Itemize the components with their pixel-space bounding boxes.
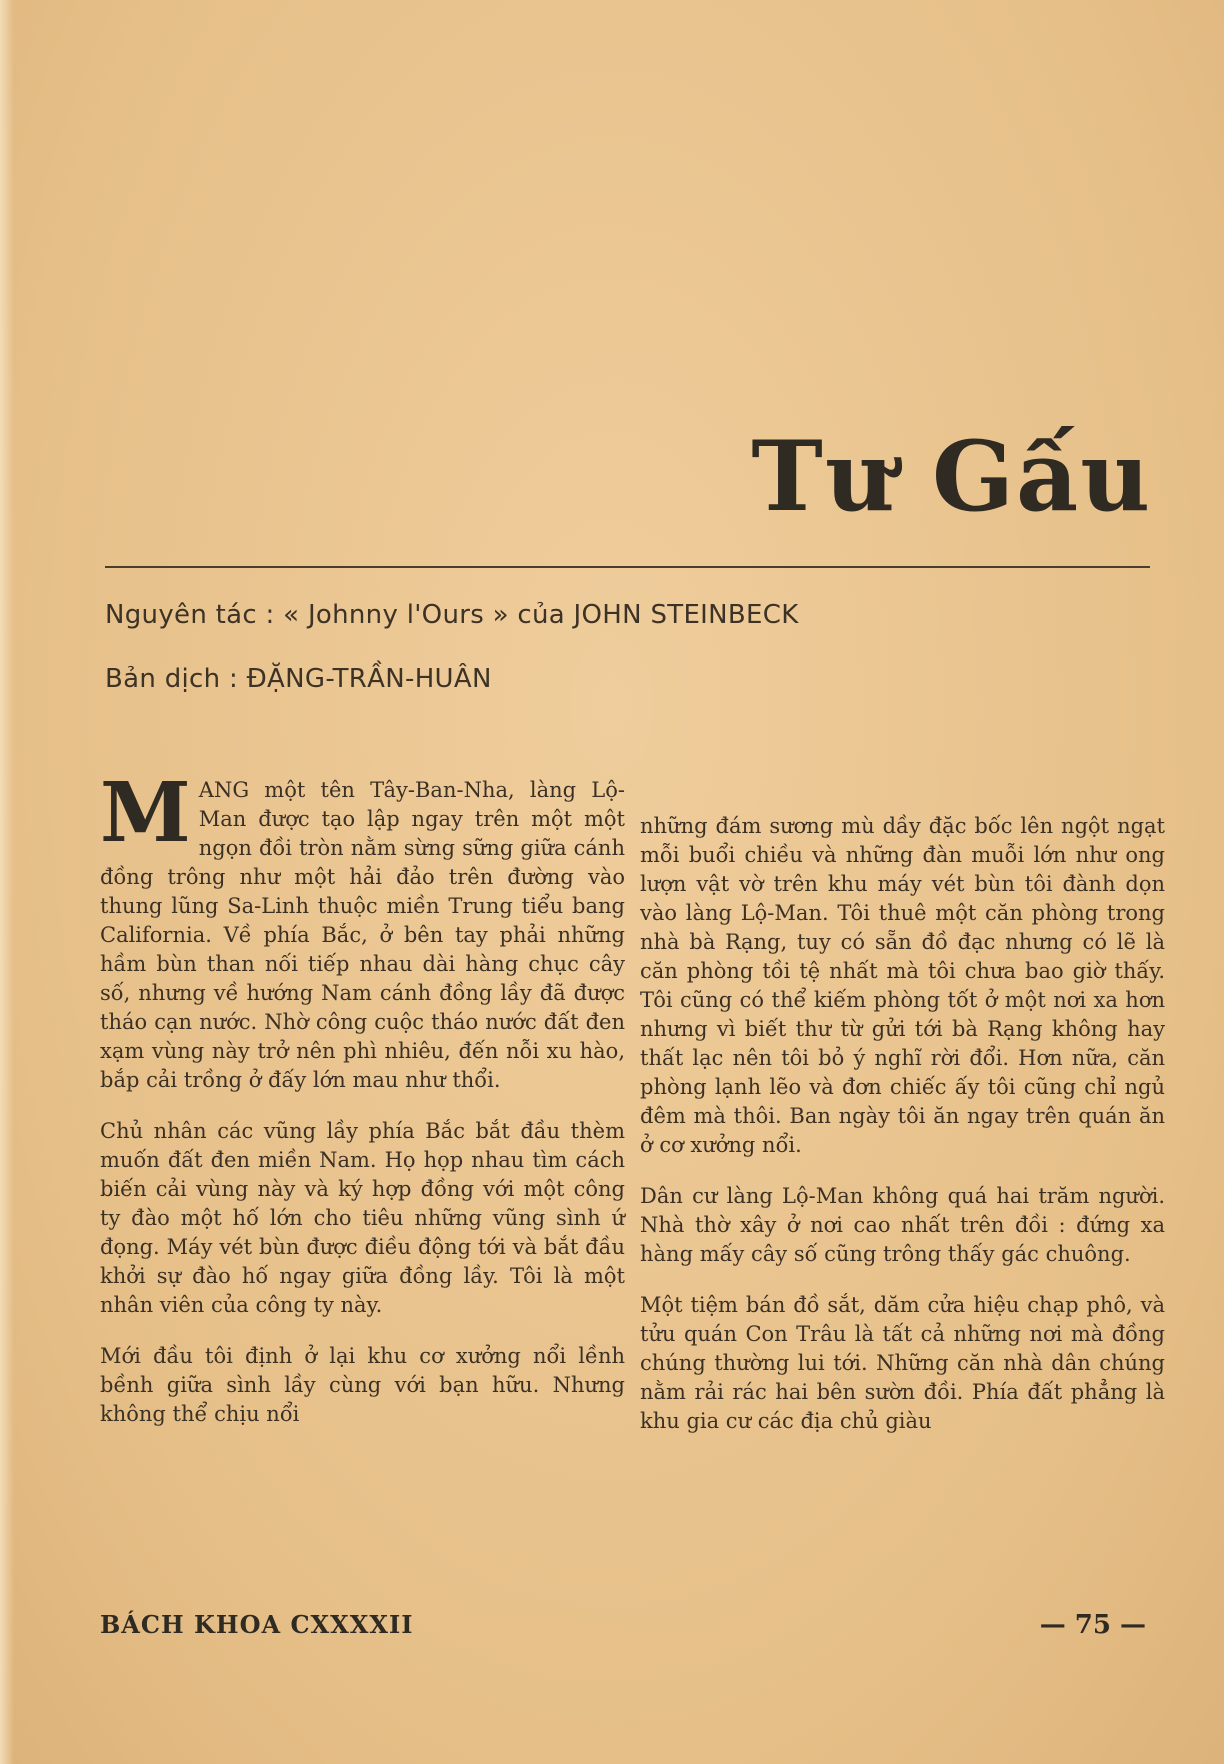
drop-cap: M — [100, 765, 191, 861]
credit-translation: Bản dịch : ĐẶNG-TRẦN-HUÂN — [105, 664, 492, 694]
paragraph-6: Một tiệm bán đồ sắt, dăm cửa hiệu chạp phô, và tửu quán Con Trâu là tất cả những nơi mà đồng chúng thường lui tới. Những căn nhà dân chúng nằm rải rác hai bên sườn đồi. Phía đất phẳng là khu gia cư các địa chủ giàu — [640, 1293, 1165, 1433]
paragraph-2: Chủ nhân các vũng lầy phía Bắc bắt đầu thèm muốn đất đen miền Nam. Họ họp nhau tìm cách biến cải vùng này và ký hợp đồng với một công ty đào một hố lớn cho tiêu những vũng sình ứ đọng. Máy vét bùn được điều động tới và bắt đầu khởi sự đào hố ngay giữa đồng lầy. Tôi là một nhân viên của công ty này. — [100, 1119, 625, 1317]
credit-original: Nguyên tác : « Johnny l'Ours » của JOHN STEINBECK — [105, 600, 799, 630]
paragraph-3: Mới đầu tôi định ở lại khu cơ xưởng nổi lềnh bềnh giữa sình lầy cùng với bạn hữu. Nhưng không thể chịu nổi — [100, 1344, 625, 1426]
paragraph-1 — [100, 765, 625, 1095]
paragraph-5: Dân cư làng Lộ-Man không quá hai trăm người. Nhà thờ xây ở nơi cao nhất trên đồi : đứng xa hàng mấy cây số cũng trông thấy gác chuông. — [640, 1184, 1165, 1266]
title-divider — [105, 566, 1150, 568]
article-title: Tư Gấu — [751, 420, 1152, 533]
page-edge — [0, 0, 14, 1764]
text-column-right — [640, 812, 1165, 1458]
paragraph-1-text: ANG một tên Tây-Ban-Nha, làng Lộ-Man được tạo lập ngay trên một một ngọn đồi tròn nằm sừng sững giữa cánh đồng trông như một hải đảo trên đường vào thung lũng Sa-Linh thuộc miền Trung tiểu bang California. Về phía Bắc, ở bên tay phải những hầm bùn than nối tiếp nhau dài hàng chục cây số, nhưng về hướng Nam cánh đồng lầy đã được tháo cạn nước. Nhờ công cuộc tháo nước đất đen xạm vùng này trở nên phì nhiêu, đến nỗi xu hào, bắp cải trồng ở đấy lớn mau như thổi. — [100, 778, 625, 1092]
page-number: — 75 — — [1039, 1610, 1146, 1640]
magazine-name: BÁCH KHOA CXXXXII — [100, 1610, 414, 1639]
text-column-left — [100, 765, 625, 1451]
paragraph-4: những đám sương mù dầy đặc bốc lên ngột ngạt mỗi buổi chiều và những đàn muỗi lớn như ong lượn vật vờ trên khu máy vét bùn tôi đành dọn vào làng Lộ-Man. Tôi thuê một căn phòng trong nhà bà Rạng, tuy có sẵn đồ đạc nhưng có lẽ là căn phòng tồi tệ nhất mà tôi chưa bao giờ thấy. Tôi cũng có thể kiếm phòng tốt ở một nơi xa hơn nhưng vì biết thư từ gửi tới bà Rạng không hay thất lạc nên tôi bỏ ý nghĩ rời đổi. Hơn nữa, căn phòng lạnh lẽo và đơn chiếc ấy tôi cũng chỉ ngủ đêm mà thôi. Ban ngày tôi ăn ngay trên quán ăn ở cơ xưởng nổi. — [640, 814, 1165, 1157]
